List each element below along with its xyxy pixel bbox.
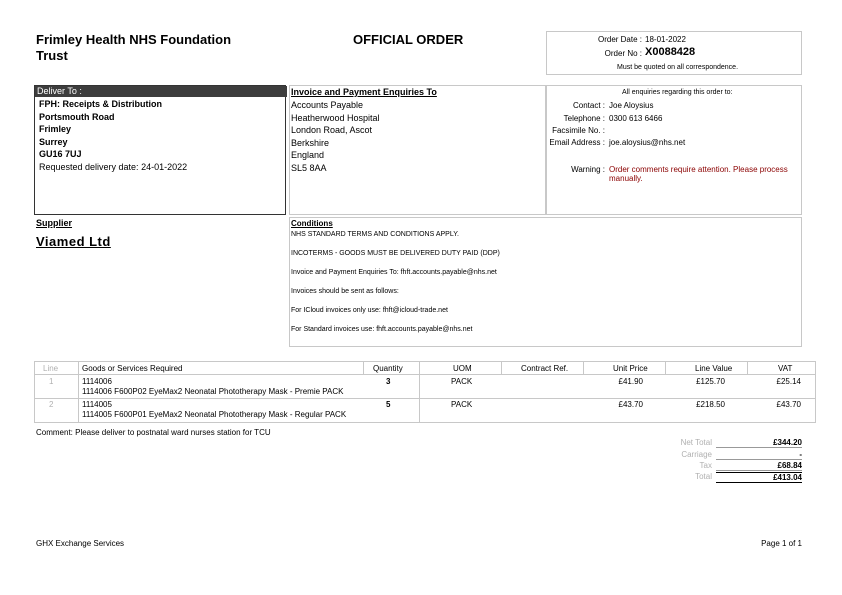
column-divider: [363, 362, 364, 374]
row-unit-price: £41.90: [618, 377, 643, 386]
total-label: Total: [695, 472, 712, 481]
condition-line: NHS STANDARD TERMS AND CONDITIONS APPLY.: [291, 231, 459, 238]
supplier-label: Supplier: [36, 218, 73, 228]
org-line-2: Trust: [36, 48, 68, 63]
column-divider: [665, 362, 666, 374]
header-divider: [35, 374, 815, 375]
invoice-line: Berkshire: [291, 137, 330, 148]
order-info-box: [546, 31, 802, 75]
fax-label: Facsimile No. :: [552, 126, 605, 135]
net-total-value: £344.20: [716, 438, 802, 448]
condition-line: INCOTERMS - GOODS MUST BE DELIVERED DUTY PAID (DDP): [291, 250, 500, 257]
contact-value: Joe Aloysius: [609, 101, 654, 110]
row-line-value: £125.70: [696, 377, 725, 386]
warning-text: [609, 165, 788, 183]
column-divider: [583, 362, 584, 374]
deliver-to-label: Deliver To :: [35, 86, 287, 97]
column-divider: [501, 362, 502, 374]
row-vat: £43.70: [776, 400, 801, 409]
warning-label: Warning :: [571, 165, 605, 174]
telephone-label: Telephone :: [563, 114, 605, 123]
footer-left: GHX Exchange Services: [36, 539, 125, 548]
condition-line: Invoices should be sent as follows:: [291, 288, 399, 295]
email-label: Email Address :: [549, 138, 605, 147]
invoice-line: England: [291, 150, 325, 160]
warning-line: Order comments require attention. Please process: [609, 165, 788, 174]
column-divider: [419, 362, 420, 422]
organisation-name: [36, 32, 231, 64]
invoice-line: Heatherwood Hospital: [291, 112, 380, 123]
quote-note: Must be quoted on all correspondence.: [617, 64, 739, 71]
deliver-line: GU16 7UJ: [39, 149, 82, 159]
order-date-value: 18-01-2022: [645, 35, 686, 44]
supplier-name: Viamed Ltd: [36, 234, 111, 249]
tax-value: £68.84: [716, 461, 802, 471]
contact-box: [546, 85, 802, 215]
enquiries-heading: All enquiries regarding this order to:: [622, 89, 733, 96]
col-header-line: Line: [43, 364, 59, 373]
conditions-label: Conditions: [291, 219, 333, 228]
row-item-code: 1114006: [82, 377, 112, 386]
invoice-label: Invoice and Payment Enquiries To: [291, 87, 437, 97]
row-line-number: 2: [49, 400, 54, 409]
items-table: [34, 361, 816, 423]
col-header-line-value: Line Value: [695, 364, 733, 373]
conditions-box: [289, 217, 802, 347]
carriage-value: -: [716, 450, 802, 460]
condition-line: Invoice and Payment Enquiries To: fhft.accounts.payable@nhs.net: [291, 269, 497, 276]
contact-label: Contact :: [572, 101, 605, 110]
col-header-vat: VAT: [778, 364, 793, 373]
deliver-line: Surrey: [39, 136, 68, 147]
telephone-value: 0300 613 6466: [609, 114, 663, 123]
row-item-code: 1114005: [82, 400, 112, 409]
row-description: 1114006 F600P02 EyeMax2 Neonatal Phototherapy Mask - Premie PACK: [82, 387, 344, 396]
org-line-1: Frimley Health NHS Foundation: [36, 32, 232, 47]
invoice-line: SL5 8AA: [291, 162, 327, 173]
document-title: OFFICIAL ORDER: [353, 32, 464, 47]
row-quantity: 5: [386, 400, 391, 409]
col-header-unit-price: Unit Price: [613, 364, 648, 373]
col-header-contract: Contract Ref.: [521, 364, 569, 373]
page-number: Page 1 of 1: [761, 539, 802, 548]
requested-delivery-date: Requested delivery date: 24-01-2022: [39, 162, 188, 172]
row-uom: PACK: [451, 400, 473, 409]
condition-line: For ICloud invoices only use: fhft@icloud-trade.net: [291, 307, 448, 314]
column-divider: [78, 362, 79, 422]
net-total-label: Net Total: [680, 438, 712, 447]
email-value: joe.aloysius@nhs.net: [609, 138, 686, 147]
row-divider: [35, 398, 815, 399]
invoice-line: Accounts Payable: [291, 100, 364, 110]
deliver-line: FPH: Receipts & Distribution: [39, 99, 163, 109]
carriage-label: Carriage: [681, 450, 712, 459]
row-vat: £25.14: [776, 377, 801, 386]
row-description: 1114005 F600P01 EyeMax2 Neonatal Phototherapy Mask - Regular PACK: [82, 410, 347, 419]
total-value: £413.04: [716, 472, 802, 483]
tax-label: Tax: [699, 461, 712, 470]
warning-line: manually.: [609, 174, 643, 183]
row-line-value: £218.50: [696, 400, 725, 409]
col-header-quantity: Quantity: [373, 364, 403, 373]
invoice-line: London Road, Ascot: [291, 125, 373, 135]
deliver-address: [39, 98, 162, 161]
col-header-uom: UOM: [453, 364, 472, 373]
deliver-to-box: [34, 85, 286, 215]
deliver-line: Frimley: [39, 124, 72, 134]
order-no-value: X0088428: [645, 46, 696, 58]
row-unit-price: £43.70: [618, 400, 643, 409]
row-uom: PACK: [451, 377, 473, 386]
row-quantity: 3: [386, 377, 391, 386]
column-divider: [747, 362, 748, 374]
invoice-box: [289, 85, 546, 215]
order-no-label: Order No :: [604, 49, 642, 58]
order-comment: Comment: Please deliver to postnatal ward nurses station for TCU: [36, 428, 271, 437]
col-header-goods: Goods or Services Required: [82, 364, 183, 373]
order-date-label: Order Date :: [597, 35, 642, 44]
row-line-number: 1: [49, 377, 54, 386]
invoice-address: [291, 99, 380, 174]
condition-line: For Standard invoices use: fhft.accounts.payable@nhs.net: [291, 326, 473, 333]
deliver-line: Portsmouth Road: [39, 111, 115, 122]
